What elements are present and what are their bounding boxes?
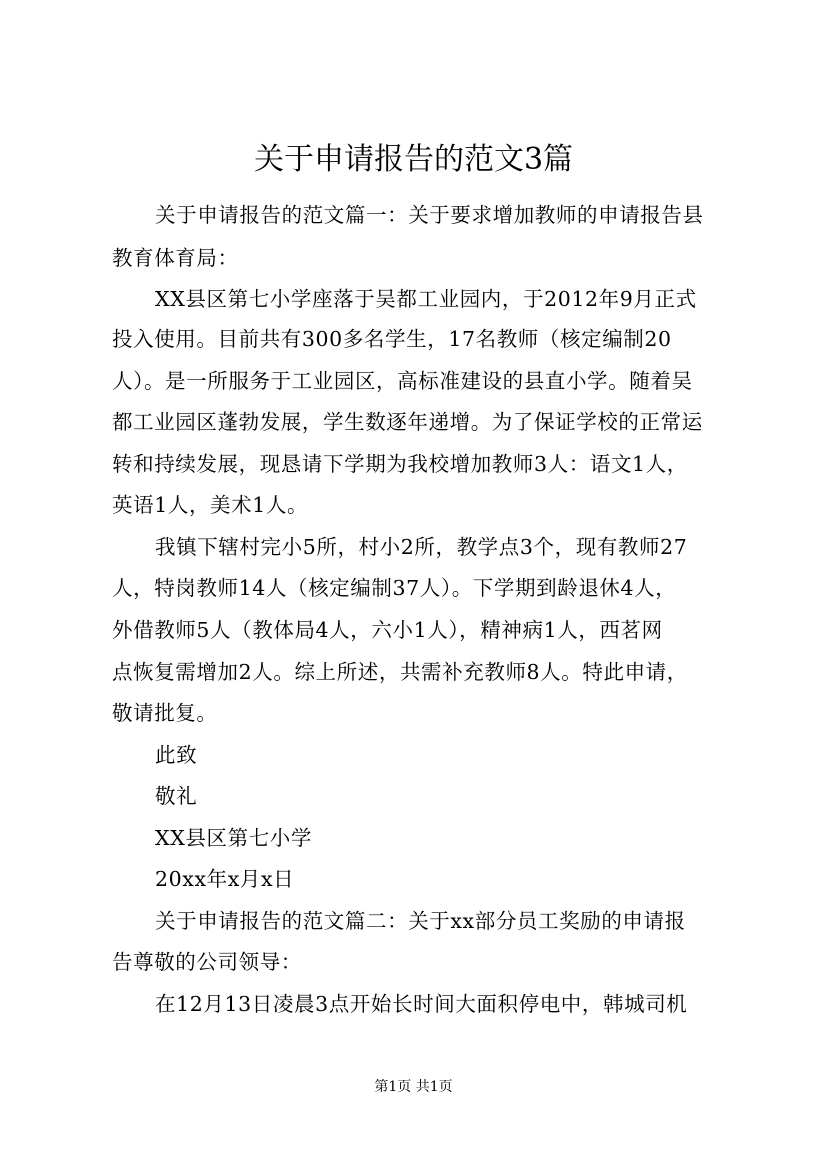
paragraph-line: 人）。是一所服务于工业园区，高标准建设的县直小学。随着吴: [112, 369, 693, 393]
closing-line: 此致: [155, 743, 198, 767]
paragraph-line: 关于申请报告的范文篇一：关于要求增加教师的申请报告县: [155, 203, 704, 227]
paragraph-line: 投入使用。目前共有300多名学生，17名教师（核定编制20: [112, 327, 672, 351]
paragraph-line: 教育体育局：: [112, 246, 239, 270]
paragraph-line: 关于申请报告的范文篇二：关于xx部分员工奖励的申请报: [155, 909, 686, 933]
document-title: 关于申请报告的范文3篇: [253, 142, 574, 177]
paragraph-line: XX县区第七小学座落于吴都工业园内，于2012年9月正式: [155, 287, 697, 311]
paragraph-line: 敬请批复。: [112, 701, 218, 725]
paragraph-line: 英语1人，美术1人。: [112, 493, 309, 517]
paragraph-line: 我镇下辖村完小5所，村小2所，教学点3个，现有教师27: [155, 535, 688, 559]
paragraph-line: 告尊敬的公司领导：: [112, 950, 302, 974]
paragraph-line: 都工业园区蓬勃发展，学生数逐年递增。为了保证学校的正常运: [112, 410, 703, 434]
paragraph-line: 在12月13日凌晨3点开始长时间大面积停电中，韩城司机: [155, 992, 688, 1016]
page-footer: 第1页 共1页: [374, 1079, 453, 1095]
date-line: 20xx年x月x日: [155, 867, 295, 891]
paragraph-line: 转和持续发展，现恳请下学期为我校增加教师3人：语文1人，: [112, 452, 688, 476]
closing-line: 敬礼: [155, 784, 198, 808]
paragraph-line: 外借教师5人（教体局4人，六小1人），精神病1人，西茗网: [112, 618, 663, 642]
paragraph-line: 点恢复需增加2人。综上所述，共需补充教师8人。特此申请，: [112, 660, 688, 684]
signature-line: XX县区第七小学: [155, 826, 312, 850]
paragraph-line: 人，特岗教师14人（核定编制37人）。下学期到龄退休4人，: [112, 576, 677, 600]
